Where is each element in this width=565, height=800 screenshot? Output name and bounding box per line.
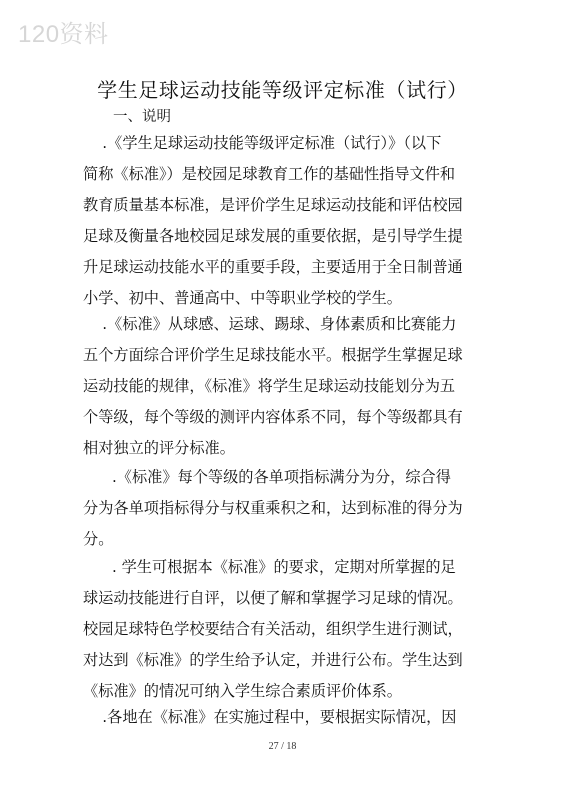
paragraph-line: 教育质量基本标准，是评价学生足球运动技能和评估校园 — [83, 196, 463, 214]
paragraph-line: 运动技能的规律，《标准》将学生足球运动技能划分为五 — [83, 377, 456, 395]
paragraph-line: 简称《标准》）是校园足球教育工作的基础性指导文件和 — [83, 165, 456, 183]
paragraph-line: .各地在《标准》在实施过程中，要根据实际情况，因 — [83, 708, 457, 726]
page-number: 27 / 18 — [268, 741, 297, 752]
paragraph-line: .《学生足球运动技能等级评定标准（试行）》（以下 — [83, 134, 442, 152]
paragraph-line: 相对独立的评分标准。 — [83, 439, 235, 457]
paragraph-line: 分。 — [83, 530, 114, 548]
paragraph-line: 《标准》的情况可纳入学生综合素质评价体系。 — [83, 682, 402, 700]
watermark-logo: 120资料 — [18, 21, 109, 48]
page-title: 学生足球运动技能等级评定标准（试行） — [97, 78, 468, 102]
paragraph-5 — [83, 702, 493, 733]
paragraph-line: 分为各单项指标得分与权重乘积之和，达到标准的得分为 — [83, 499, 463, 517]
paragraph-line: 球运动技能进行自评，以便了解和掌握学习足球的情况。 — [83, 589, 463, 607]
paragraph-3 — [83, 462, 493, 555]
paragraph-line: 升足球运动技能水平的重要手段，主要适用于全日制普通 — [83, 258, 463, 276]
paragraph-1 — [83, 128, 493, 314]
paragraph-line: 校园足球特色学校要结合有关活动，组织学生进行测试， — [83, 620, 463, 638]
paragraph-2 — [83, 309, 493, 464]
section-heading: 一、说明 — [113, 109, 171, 125]
paragraph-line: 足球及衡量各地校园足球发展的重要依据，是引导学生提 — [83, 227, 463, 245]
paragraph-line: .《标准》每个等级的各单项指标满分为分，综合得 — [83, 468, 451, 486]
paragraph-line: 小学、初中、普通高中、中等职业学校的学生。 — [83, 289, 402, 307]
paragraph-line: .《标准》从球感、运球、踢球、身体素质和比赛能力 — [83, 315, 457, 333]
paragraph-line: . 学生可根据本《标准》的要求，定期对所掌握的足 — [83, 558, 456, 576]
paragraph-4 — [83, 552, 493, 707]
paragraph-line: 个等级，每个等级的测评内容体系不同，每个等级都具有 — [83, 408, 463, 426]
paragraph-line: 五个方面综合评价学生足球技能水平。根据学生掌握足球 — [83, 346, 463, 364]
paragraph-line: 对达到《标准》的学生给予认定，并进行公布。学生达到 — [83, 651, 463, 669]
